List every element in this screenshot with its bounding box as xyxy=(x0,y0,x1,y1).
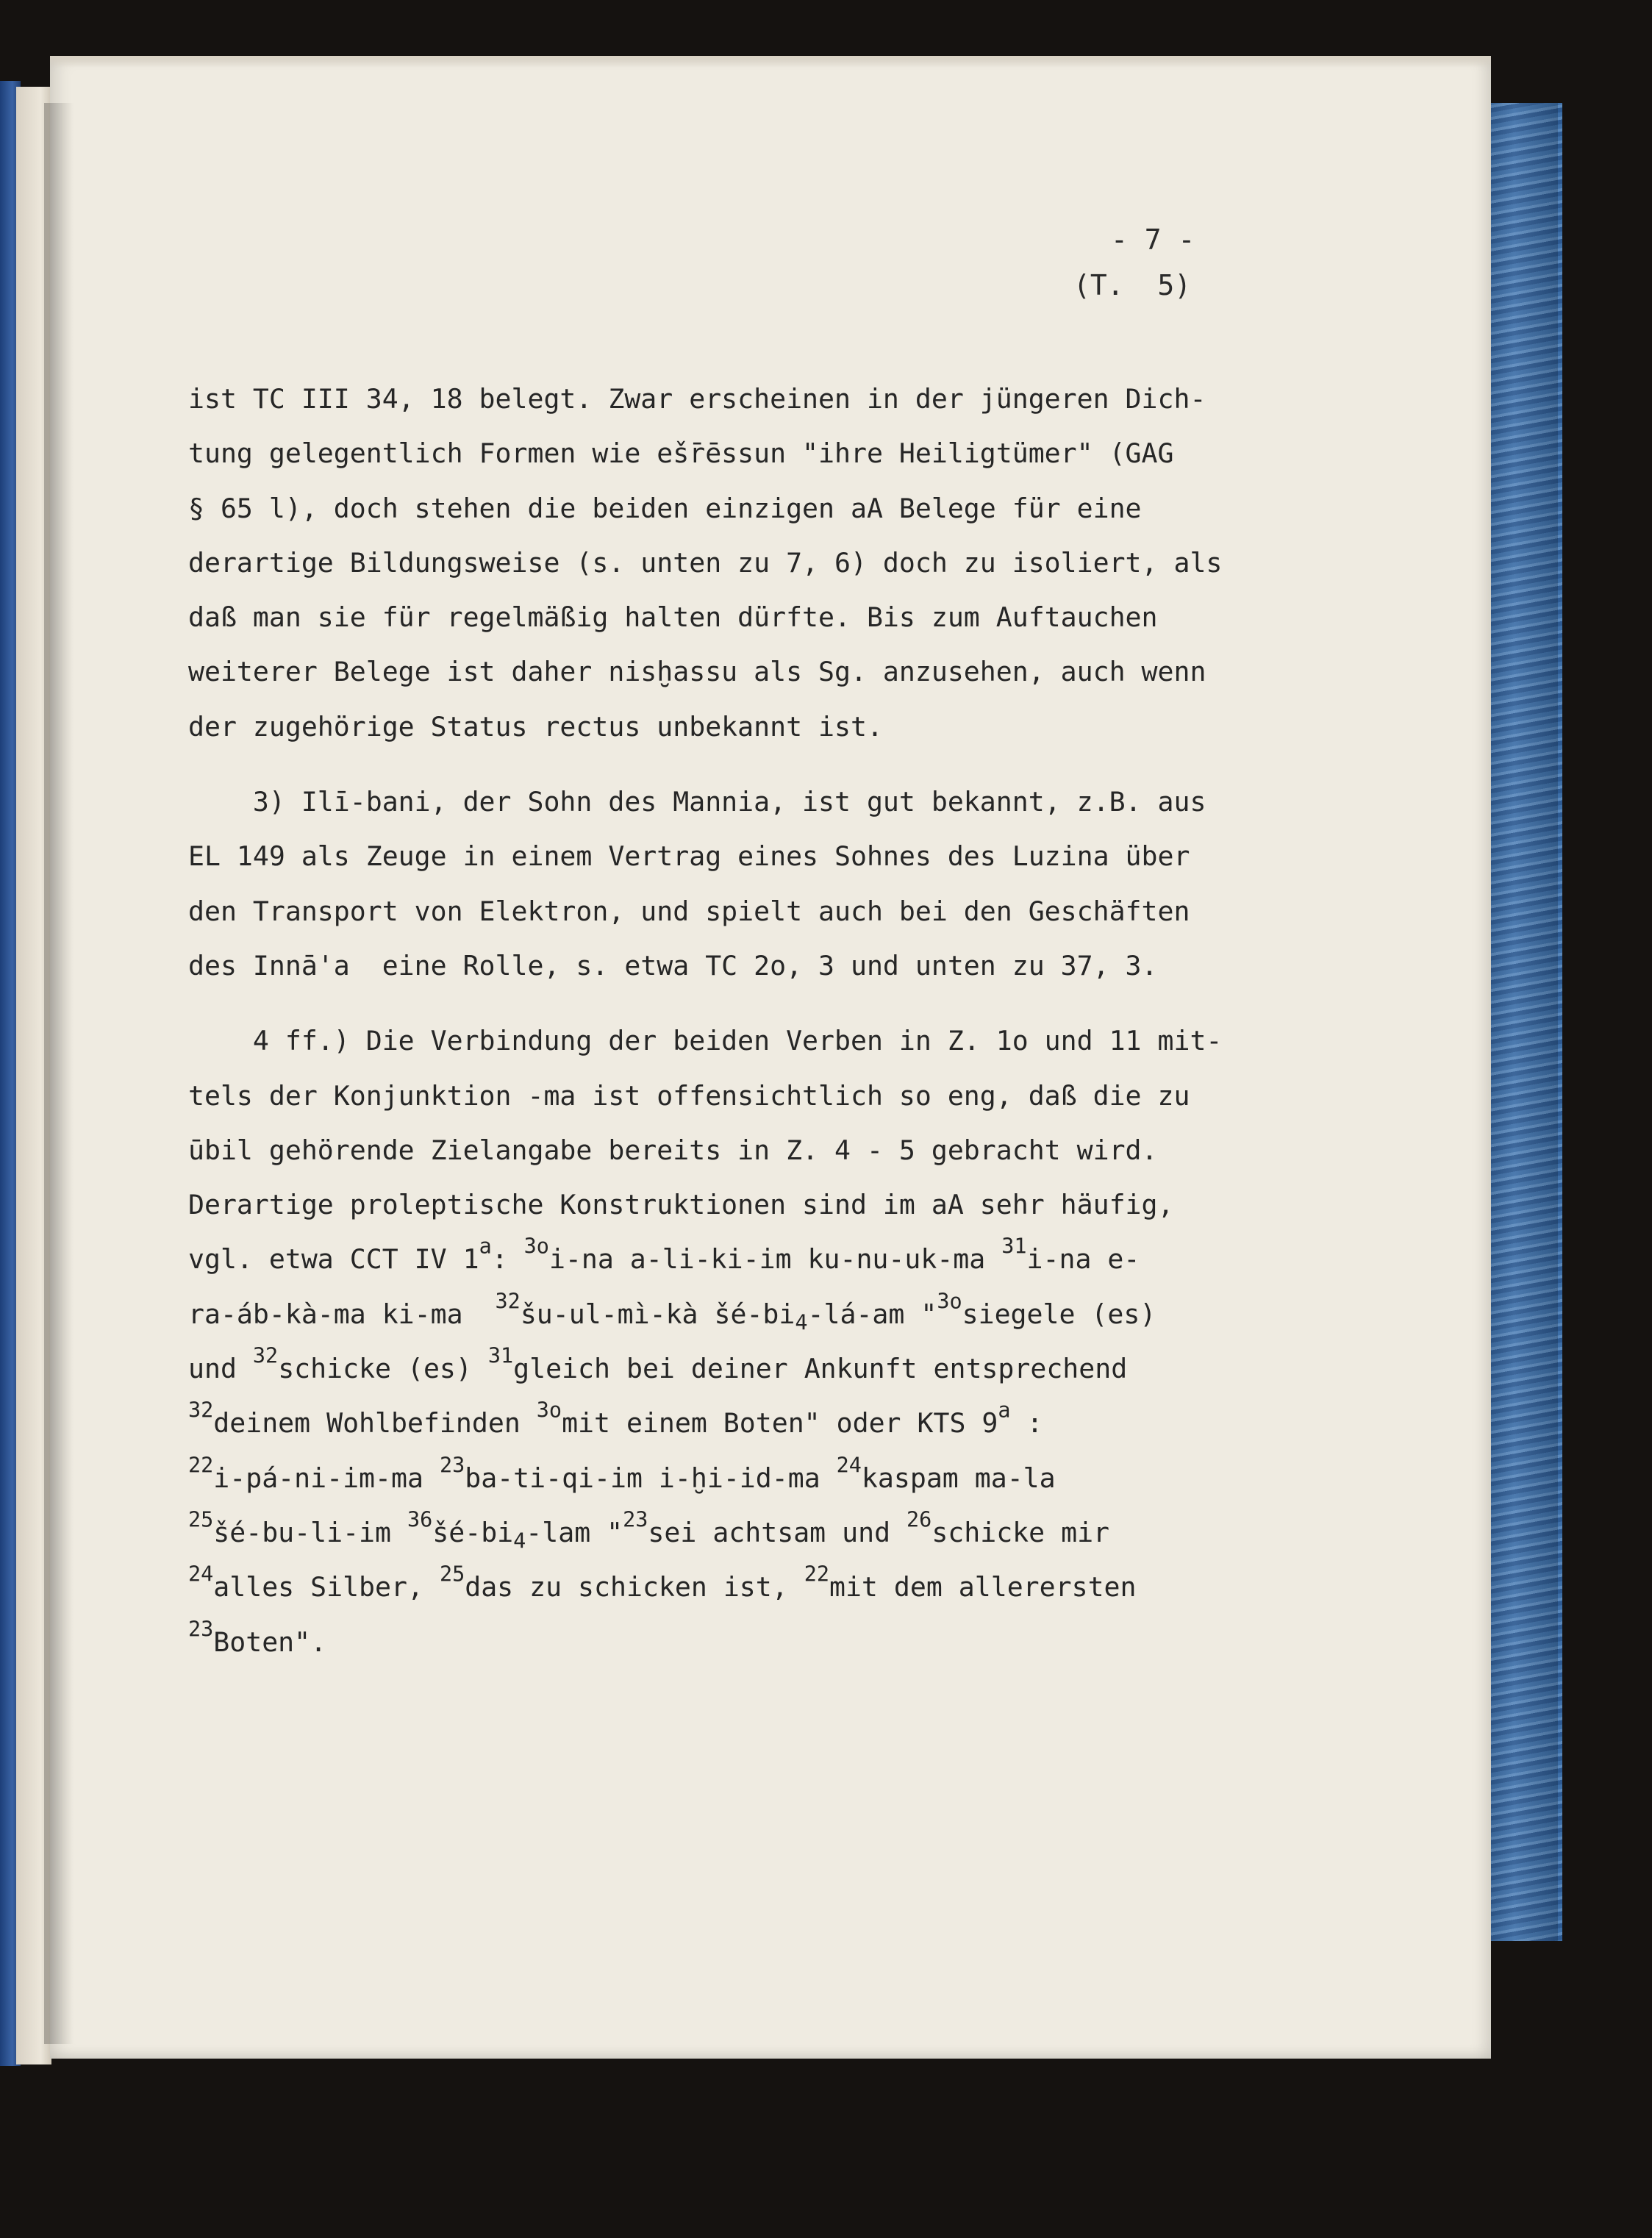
body-text xyxy=(188,372,1335,1670)
text-line: $^{23}$Boten". xyxy=(188,1617,327,1658)
book-page xyxy=(50,56,1491,2059)
text-line: tung gelegentlich Formen wie eš̄rēssun "ihre Heiligtümer" (GAG xyxy=(188,437,1174,470)
text-line: Derartige proleptische Konstruktionen sind im aA sehr häufig, xyxy=(188,1189,1174,1221)
text-line: EL 149 als Zeuge in einem Vertrag eines Sohnes des Luzina über xyxy=(188,840,1190,873)
text-line: § 65 l), doch stehen die beiden einzigen aA Belege für eine xyxy=(188,492,1142,524)
text-line: ra-áb-kà-ma ki-ma $^{32}$šu-ul-mì-kà $šé-bi_4-lá-am$ "$^{3o}$siegele (es) xyxy=(188,1289,1156,1335)
text-line: $^{32}$deinem Wohlbefinden $^{3o}$mit einem Boten" oder KTS 9$^a$ : xyxy=(188,1398,1043,1440)
paragraph-gap xyxy=(188,754,1335,775)
text-line: vgl. etwa CCT IV 1$^a$: $^{3o}$i-na a-li-ki-im ku-nu-uk-ma $^{31}$i-na e- xyxy=(188,1234,1140,1276)
section-reference: (T. 5) xyxy=(1073,269,1192,301)
text-line: weiterer Belege ist daher nisḫassu als Sg. anzusehen, auch wenn xyxy=(188,656,1206,688)
gutter-shadow xyxy=(44,103,74,2044)
text-line: ūbil gehörende Zielangabe bereits in Z. 4 - 5 gebracht wird. xyxy=(188,1134,1158,1166)
text-line: $^{24}$alles Silber, $^{25}$das zu schicken ist, $^{22}$mit dem allerersten xyxy=(188,1562,1137,1604)
paragraph xyxy=(188,1014,1335,1670)
text-line: der zugehörige Status rectus unbekannt ist. xyxy=(188,710,883,743)
paragraph xyxy=(188,372,1335,754)
text-line: $^{25}$šé-bu-li-im $^{36}šé-bi_4$-lam "$^{23}$sei achtsam und $^{26}$schicke mir xyxy=(188,1507,1110,1554)
text-line: den Transport von Elektron, und spielt auch bei den Geschäften xyxy=(188,895,1190,927)
text-line: daß man sie für regelmäßig halten dürfte. Bis zum Auftauchen xyxy=(188,601,1158,634)
text-line: 4 ff.) Die Verbindung der beiden Verben in Z. 1o und 11 mit- xyxy=(188,1025,1223,1057)
text-line: tels der Konjunktion -ma ist offensichtlich so eng, daß die zu xyxy=(188,1079,1190,1112)
text-line: und $^{32}$schicke (es) $^{31}$gleich bei deiner Ankunft entsprechend xyxy=(188,1343,1128,1385)
text-line: derartige Bildungsweise (s. unten zu 7, 6) doch zu isoliert, als xyxy=(188,546,1223,579)
text-line: ist TC III 34, 18 belegt. Zwar erscheinen in der jüngeren Dich- xyxy=(188,383,1206,415)
paragraph xyxy=(188,775,1335,993)
text-line: 3) Ilī-bani, der Sohn des Mannia, ist gut bekannt, z.B. aus xyxy=(188,786,1206,818)
text-line: $^{22}$i-pá-ni-im-ma $^{23}$ba-ti-qi-im i-ḫi-id-ma $^{24}$kaspam ma-la xyxy=(188,1453,1056,1494)
page-number: - 7 - xyxy=(1111,224,1195,256)
paragraph-gap xyxy=(188,993,1335,1014)
text-line: des Innā'a eine Rolle, s. etwa TC 2o, 3 und unten zu 37, 3. xyxy=(188,949,1158,982)
